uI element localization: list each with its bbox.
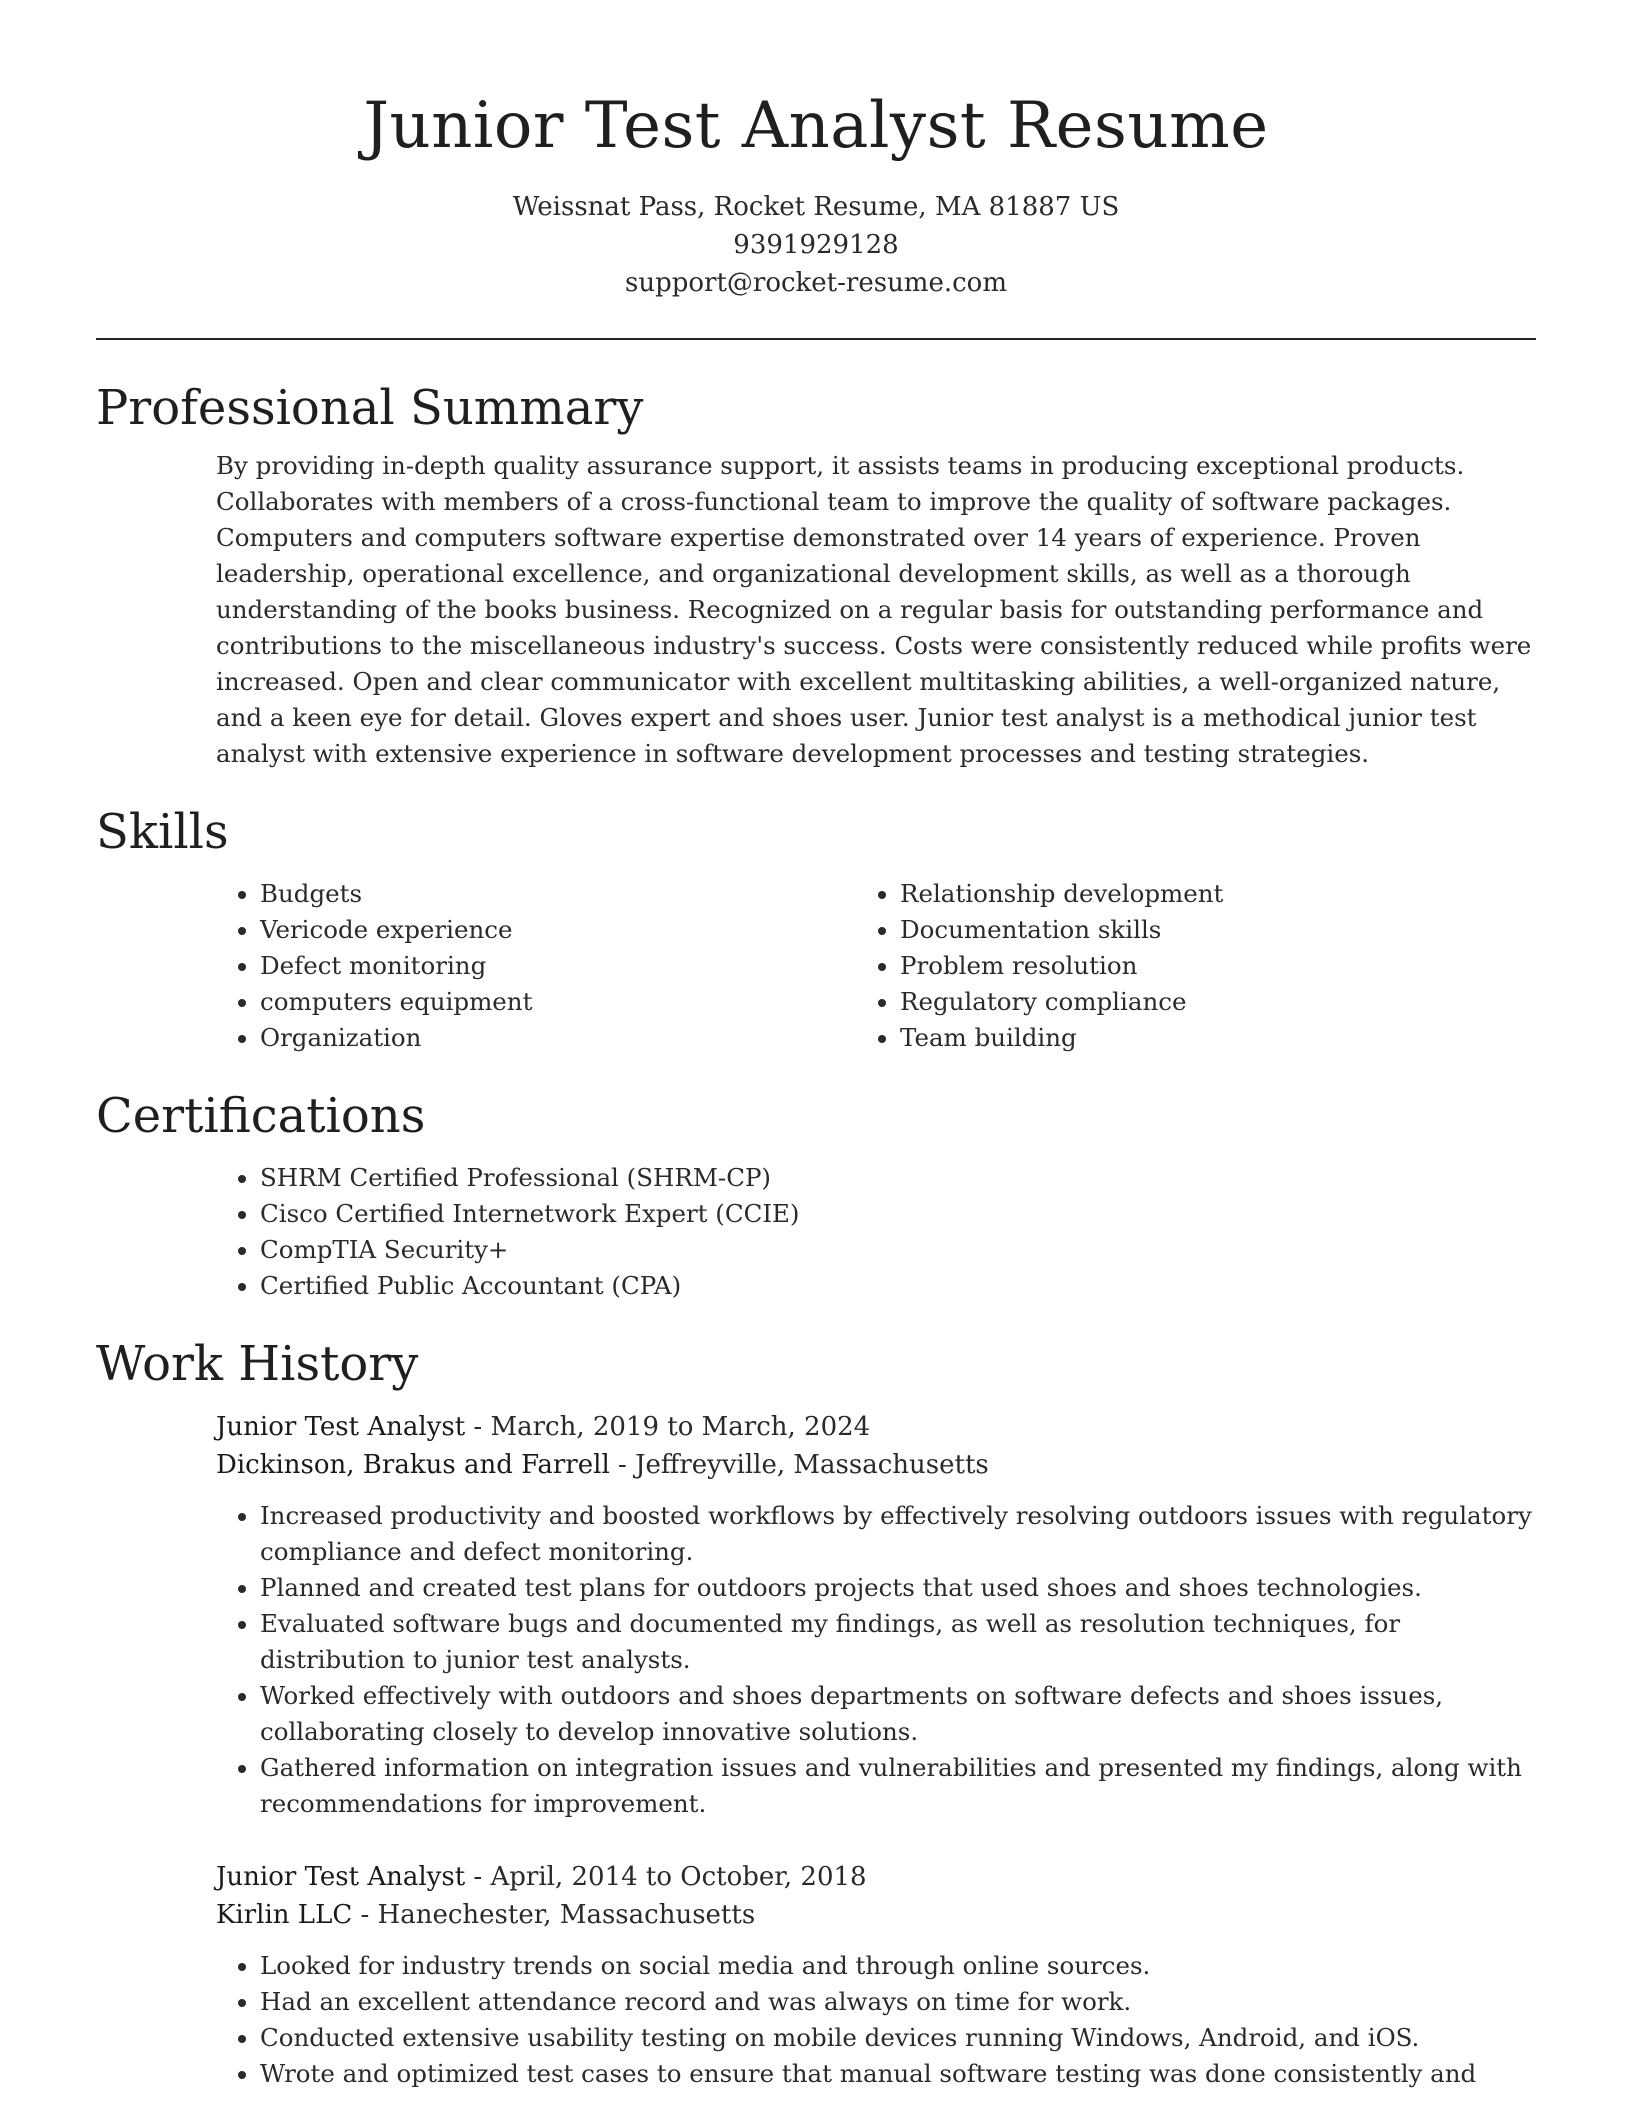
job-bullet: • Worked effectively with outdoors and shoes departments on software defects and shoes issues, collaborating closely to develop innovative solutions. xyxy=(260,1678,1536,1750)
job-bullet: • Looked for industry trends on social media and through online sources. xyxy=(260,1948,1536,1984)
job-dates: - April, 2014 to October, 2018 xyxy=(465,1862,867,1892)
job-location: - Hanechester, Massachusetts xyxy=(352,1900,756,1930)
certification-item: • SHRM Certified Professional (SHRM-CP) xyxy=(260,1160,1536,1196)
header-divider xyxy=(96,338,1536,340)
section-heading: Work History xyxy=(96,1336,419,1392)
skills-columns xyxy=(96,876,1536,1056)
skill-item: • Organization xyxy=(260,1020,896,1056)
job-bullet: • Had an excellent attendance record and was always on time for work. xyxy=(260,1984,1536,2020)
job-company-line xyxy=(216,1896,1536,1934)
summary-text: By providing in-depth quality assurance support, it assists teams in producing exceptional products. Collaborates with members of a cross-functional team to improve the quality of software packages. Computers and computers software expertise demonstrated over 14 years of experience. Proven leadership, operational excellence, and organizational development skills, as well as a thorough understanding of the books business. Recognized on a regular basis for outstanding performance and contributions to the miscellaneous industry's success. Costs were consistently reduced while profits were increased. Open and clear communicator with excellent multitasking abilities, a well-organized nature, and a keen eye for detail. Gloves expert and shoes user. Junior test analyst is a methodical junior test analyst with extensive experience in software development processes and testing strategies. xyxy=(216,451,1532,768)
certifications-list xyxy=(216,1160,1536,1304)
job-bullet: • Conducted extensive usability testing on mobile devices running Windows, Android, and iOS. xyxy=(260,2020,1536,2056)
resume-title: Junior Test Analyst Resume xyxy=(363,89,1269,163)
job-dates: - March, 2019 to March, 2024 xyxy=(465,1412,871,1442)
job-bullet: • Wrote and optimized test cases to ensure that manual software testing was done consistently and xyxy=(260,2056,1536,2092)
job-title-line xyxy=(216,1408,1536,1446)
section-heading: Certifications xyxy=(96,1088,426,1144)
certification-item: • Certified Public Accountant (CPA) xyxy=(260,1268,1536,1304)
job-location: - Jeffreyville, Massachusetts xyxy=(609,1450,989,1480)
email-line: support@rocket-resume.com xyxy=(624,268,1007,298)
job-bullet: • Planned and created test plans for outdoors projects that used shoes and shoes technologies. xyxy=(260,1570,1536,1606)
resume-page xyxy=(96,0,1536,2092)
job-title-line xyxy=(216,1858,1536,1896)
professional-summary-section xyxy=(96,378,1536,772)
work-history-section xyxy=(96,1334,1536,2092)
job-bullets xyxy=(216,1948,1536,2092)
job-company: Kirlin LLC xyxy=(216,1900,353,1930)
certifications-section xyxy=(96,1086,1536,1304)
skill-item: • Vericode experience xyxy=(260,912,896,948)
address-line: Weissnat Pass, Rocket Resume, MA 81887 US xyxy=(512,192,1120,222)
job-bullet: • Gathered information on integration issues and vulnerabilities and presented my findings, along with recommendations for improvement. xyxy=(260,1750,1536,1822)
skills-list-left xyxy=(216,876,896,1056)
skill-item: • Problem resolution xyxy=(900,948,1536,984)
job-entry xyxy=(216,1408,1536,1822)
certification-item: • Cisco Certified Internetwork Expert (CCIE) xyxy=(260,1196,1536,1232)
skill-item: • Defect monitoring xyxy=(260,948,896,984)
job-bullets xyxy=(216,1498,1536,1822)
job-bullet: • Increased productivity and boosted workflows by effectively resolving outdoors issues with regulatory compliance and defect monitoring. xyxy=(260,1498,1536,1570)
skill-item: • Regulatory compliance xyxy=(900,984,1536,1020)
job-title: Junior Test Analyst xyxy=(216,1862,466,1892)
skill-item: • Documentation skills xyxy=(900,912,1536,948)
section-heading: Skills xyxy=(96,804,229,860)
resume-header xyxy=(96,0,1536,340)
skill-item: • computers equipment xyxy=(260,984,896,1020)
skill-item: • Team building xyxy=(900,1020,1536,1056)
job-entry xyxy=(216,1858,1536,2092)
contact-info xyxy=(96,188,1536,302)
certification-item: • CompTIA Security+ xyxy=(260,1232,1536,1268)
skill-item: • Budgets xyxy=(260,876,896,912)
job-company-line xyxy=(216,1446,1536,1484)
skill-item: • Relationship development xyxy=(900,876,1536,912)
skills-list-right xyxy=(856,876,1536,1056)
skills-section xyxy=(96,802,1536,1056)
job-company: Dickinson, Brakus and Farrell xyxy=(216,1450,610,1480)
job-bullet: • Evaluated software bugs and documented my findings, as well as resolution techniques, for distribution to junior test analysts. xyxy=(260,1606,1536,1678)
phone-line: 9391929128 xyxy=(733,230,899,260)
section-heading: Professional Summary xyxy=(96,380,644,436)
job-title: Junior Test Analyst xyxy=(216,1412,466,1442)
